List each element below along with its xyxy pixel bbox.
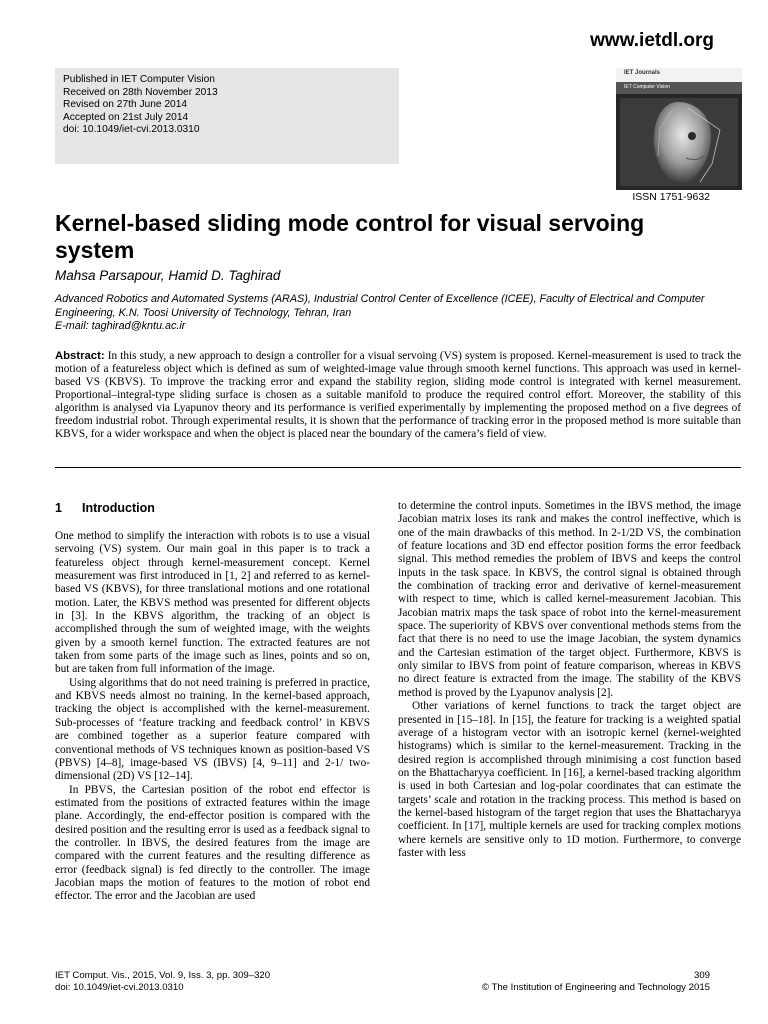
footer-doi: doi: 10.1049/iet-cvi.2013.0310	[55, 982, 184, 993]
abstract	[55, 350, 741, 441]
author-email[interactable]: E-mail: taghirad@kntu.ac.ir	[55, 320, 186, 332]
cover-journal-title: IET Computer Vision	[624, 84, 670, 90]
site-url-link[interactable]: www.ietdl.org	[590, 30, 714, 51]
footer-journal-citation: IET Comput. Vis., 2015, Vol. 9, Iss. 3, pp. 309–320	[55, 970, 271, 981]
publication-info-box	[55, 68, 399, 164]
paragraph: Other variations of kernel functions to track the target object are presented in [15–18]. In [15], the feature for tracking is a weighted spatial average of a histogram vector with an isotropic kernel (kernel-weighted histograms) which is similar to the kernel-measurement. Tracking in the desired region is accomplished through minimising a cost function based on the Bhattacharyya coefficient. In [16], a kernel-based tracking algorithm is used in both Cartesian and log-polar coordinates that can estimate the targets’ scale and rotation in the tracking process. This method is based on the kernel-based histogram of the target region that uses the Bhattacharyya coefficient. In [17], multiple kernels are used for tracking complex motions where kernels are sensitive only to 1D motion. Furthermore, to converge faster with less	[398, 700, 741, 859]
abstract-divider	[55, 467, 741, 468]
paragraph: Using algorithms that do not need training is preferred in practice, and KBVS needs almost no training. In the kernel-based approach, tracking the object is accomplished with the kernel-measurement. Sub-processes of ‘feature tracking and feedback control’ in KBVS are combined together as a superior feature compared with conventional methods of VS techniques known as position-based VS (PBVS) [4–8], image-based VS (IBVS) [4, 9–11] and 2-1/ two-dimensional (2D) VS [12–14].	[55, 676, 370, 783]
affiliation-text: Advanced Robotics and Automated Systems (ARAS), Industrial Control Center of Excellence (ICEE), Faculty of Electrical and Computer Engineering, K.N. Toosi University of Technology, Tehran, Iran	[55, 293, 705, 319]
cover-brand: IET Journals	[624, 70, 661, 76]
paragraph: to determine the control inputs. Sometimes in the IBVS method, the image Jacobian matrix loses its rank and makes the control ineffective, which is one of the main drawbacks of this method. In 2-1/2D VS, the combination of feature locations and 3D end effector position forms the error feedback signal. This method remedies the problem of IBVS and keeps the control inputs in the task space. In KBVS, the control signal is obtained through the combination of tracking error and derivative of kernel-measurement with respect to time, which is called kernel-measurement Jacobian. This Jacobian matrix maps the task space of robot into the kernel-measurement space. The superiority of KBVS over conventional methods stems from the fact that there is no need to use the image Jacobian, the system dynamics and the Cartesian estimation of the target object. Furthermore, KBVS is only similar to IBVS from point of feature comparison, whereas in KBVS no direct feature is extracted from the image. The stability of the KBVS method is proved by the Lyapunov analysis [2].	[398, 500, 741, 699]
abstract-text: In this study, a new approach to design a controller for a visual servoing (VS) system is proposed. Kernel-measurement is used to track the motion of a featureless object which is defined as sum of weighted-image value through smooth kernel functions. This approach was used in kernel-based VS (KBVS). To improve the tracking error and expand the stability region, sliding mode control is integrated with kernel measurement. Proportional–integral-type sliding surface is chosen as a suitable manifold to produce the required control effort. Moreover, the stability of this algorithm is analysed via Lyapunov theory and its performance is verified experimentally by implementing the proposed method on a five degrees of freedom industrial robot. Through experimental results, it is shown that the performance of tracking error in the proposed method is more suitable than KBVS, for a wider workspace and when the object is placed near the boundary of the camera’s field of view.	[55, 350, 742, 441]
publication-doi: doi: 10.1049/iet-cvi.2013.0310	[63, 124, 200, 136]
paragraph: One method to simplify the interaction with robots is to use a visual servoing (VS) system. Our main goal in this paper is to track a featureless object through kernel-measurement concept. Kernel measurement was first introduced in [1, 2] and referred to as kernel-based VS (KBVS), for three translational motions and one rotational motion. Later, the KBVS method was presented for different objects in [3]. In the KBVS algorithm, the tracking of an object is accomplished through the sum of weighted image, with the weights given by a smooth kernel function. The extracted features are not taken from some parts of the image such as lines, points and so on, but are taken from full information of the image.	[55, 530, 370, 676]
section-title: Introduction	[82, 501, 155, 515]
publication-accepted: Accepted on 21st July 2014	[63, 111, 189, 123]
footer-copyright: © The Institution of Engineering and Technology 2015	[481, 982, 710, 993]
body-column-left	[55, 530, 370, 904]
issn: ISSN 1751-9632	[632, 191, 710, 203]
head-illustration-icon	[616, 68, 742, 190]
article-title: Kernel-based sliding mode control for visual servoing system	[55, 210, 645, 263]
section-heading	[55, 501, 155, 515]
footer-page-number: 309	[693, 970, 710, 981]
journal-cover-image	[616, 68, 742, 190]
publication-revised: Revised on 27th June 2014	[63, 99, 188, 111]
paragraph: In PBVS, the Cartesian position of the robot end effector is estimated from the positions of extracted features within the image plane. Accordingly, the end-effector position is compared with the desired position and the resulting error is used as a feedback signal to the controller. In IBVS, the desired features from the image are compared with the current features and the resulting difference as error (feedback signal) is fed directly to the controller. The image Jacobian maps the motion of features to the motion of robot end effector. The error and the Jacobian are used	[55, 783, 370, 903]
body-column-right	[398, 500, 741, 860]
publication-received: Received on 28th November 2013	[63, 86, 218, 98]
publication-journal: Published in IET Computer Vision	[63, 74, 215, 85]
abstract-label: Abstract:	[55, 350, 105, 362]
article-affiliation	[55, 293, 715, 334]
article-authors: Mahsa Parsapour, Hamid D. Taghirad	[55, 268, 281, 283]
section-number: 1	[55, 501, 62, 515]
